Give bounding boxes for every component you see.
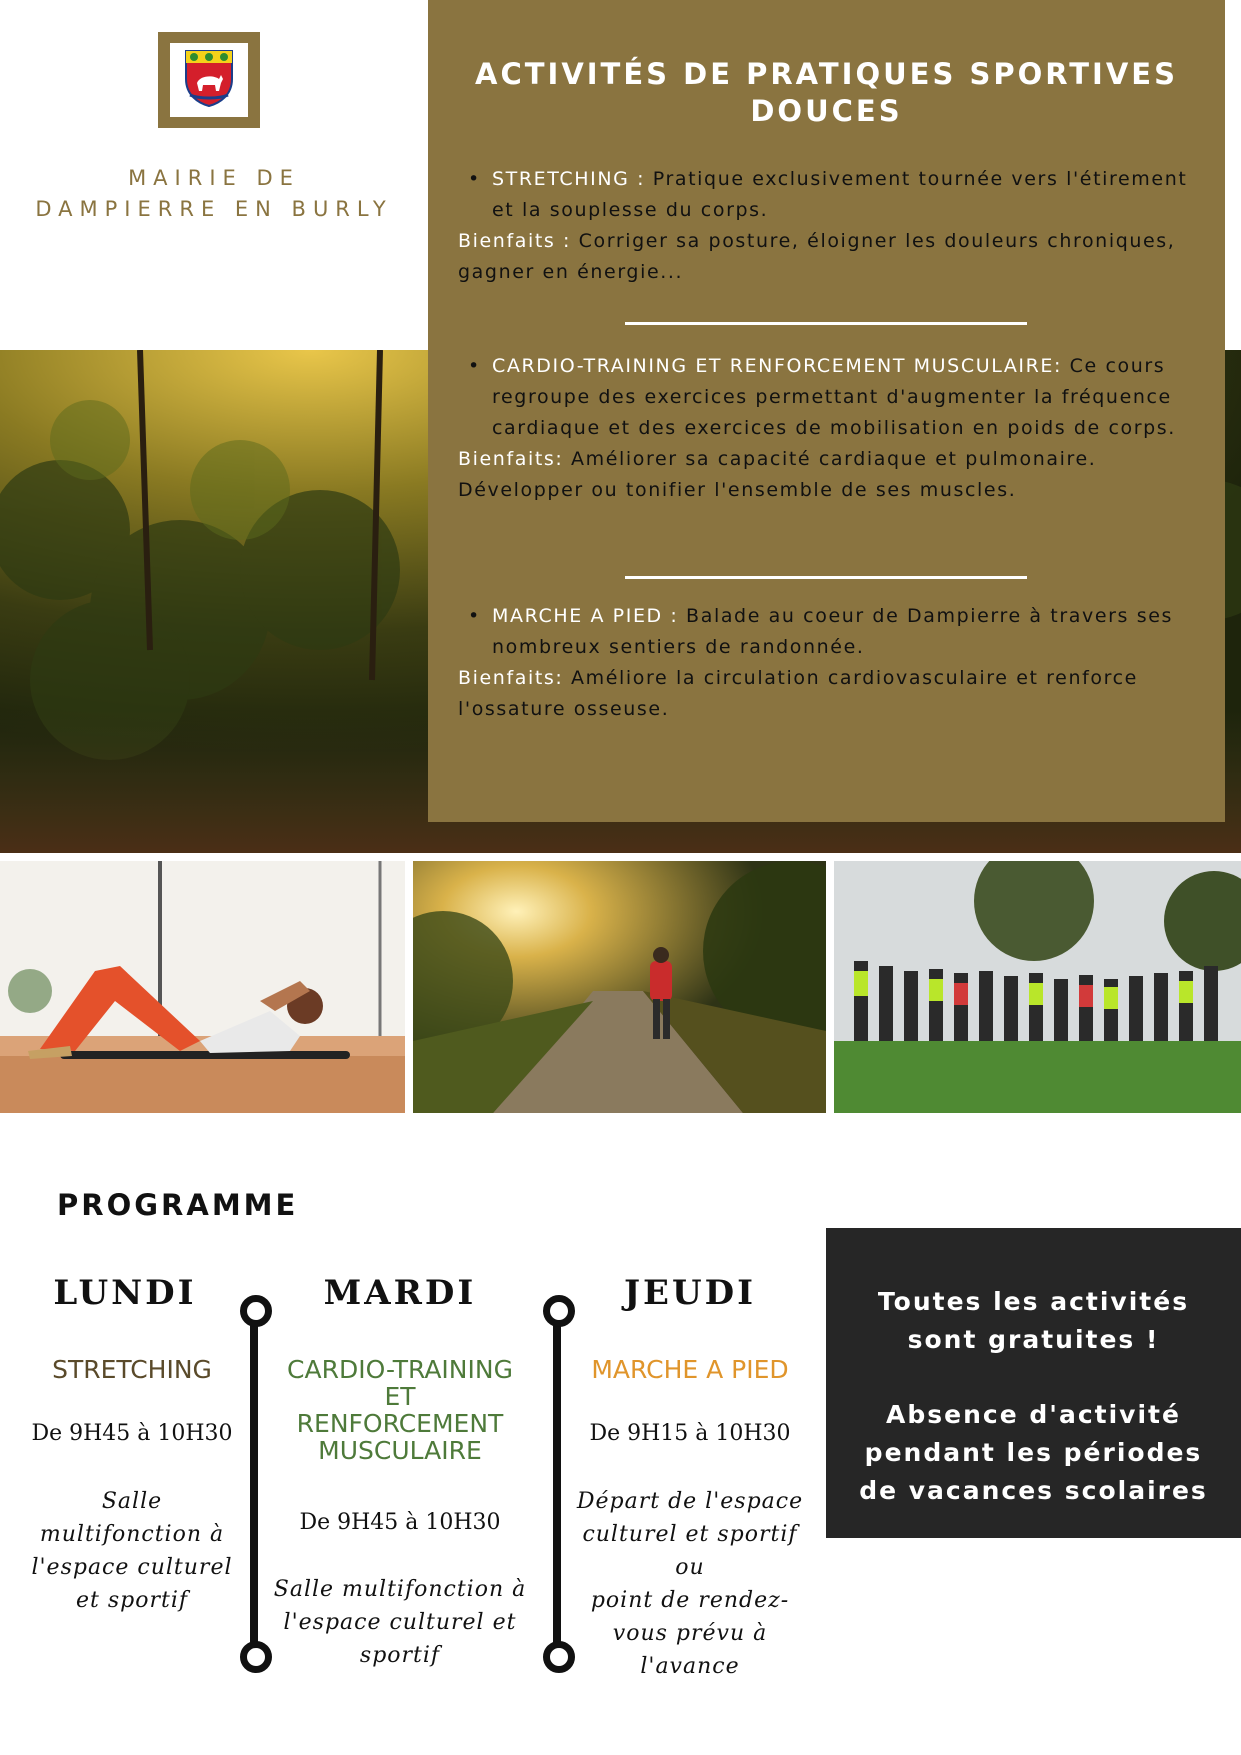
info-line: pendant les périodes [864,1438,1203,1467]
activity-cardio [270,1356,530,1464]
place-line: vous prévu à [612,1621,768,1646]
panel-title-line-1: ACTIVITÉS DE PRATIQUES SPORTIVES [475,57,1178,91]
info-line: sont gratuites ! [907,1325,1160,1354]
activity-line: CARDIO-TRAINING [287,1355,513,1384]
panel-title [428,56,1225,130]
place-line: multifonction à [39,1522,225,1547]
photo-walker [413,861,826,1113]
benefits-text: Corriger sa posture, éloigner les douleurs chroniques, gagner en énergie... [458,230,1176,283]
place-line: point de rendez- [590,1588,790,1613]
panel-title-line-2: DOUCES [750,94,903,128]
mairie-line-2: DAMPIERRE EN BURLY [35,197,393,221]
timeline-line [250,1304,258,1650]
activity-marche: MARCHE A PIED [591,1355,789,1384]
activity-stretching: STRETCHING [52,1355,212,1384]
info-line: Toutes les activités [877,1287,1190,1316]
place-line: sportif [359,1643,441,1668]
place-line: et sportif [75,1588,188,1613]
timeline-dot [543,1295,575,1327]
activity-name: CARDIO-TRAINING ET RENFORCEMENT MUSCULAIRE: [492,355,1063,377]
timeline-dot [240,1641,272,1673]
activity-line: MUSCULAIRE [318,1436,482,1465]
place-line: l'avance [640,1654,740,1679]
benefits-label: Bienfaits: [458,448,564,470]
place-line: l'espace culturel et [283,1610,517,1635]
info-line: de vacances scolaires [859,1476,1208,1505]
activity-line: RENFORCEMENT [296,1409,504,1438]
activity-name: MARCHE A PIED : [492,605,679,627]
place-jeudi [570,1485,810,1683]
coat-of-arms-icon [184,49,234,107]
activity-desc: Balade au coeur de Dampierre à travers ses nombreux sentiers de randonnée. [492,605,1173,658]
place-mardi [270,1573,530,1672]
info-holidays [826,1396,1241,1510]
activity-line: ET [384,1382,416,1411]
activities-panel [428,0,1225,822]
activity-desc: Ce cours regroupe des exercices permettant d'augmenter la fréquence cardiaque et des exercices de mobilisation en poids de corps. [492,355,1176,439]
activity-cardio [458,351,1198,506]
place-lundi [20,1485,244,1617]
day-mardi: MARDI [323,1273,477,1313]
day-jeudi: JEUDI [623,1273,757,1313]
activity-desc: Pratique exclusivement tournée vers l'étirement et la souplesse du corps. [492,168,1188,221]
info-box [826,1228,1241,1538]
timeline-line [553,1304,561,1650]
photo-group [834,861,1241,1113]
place-line: Salle [101,1489,163,1514]
time-mardi: De 9H45 à 10H30 [299,1510,501,1535]
info-line: Absence d'activité [886,1400,1181,1429]
time-jeudi: De 9H15 à 10H30 [589,1421,791,1446]
day-lundi: LUNDI [53,1273,197,1313]
benefits-text: Améliore la circulation cardiovasculaire et renforce l'ossature osseuse. [458,667,1138,720]
timeline-dot [240,1295,272,1327]
place-line: ou [675,1555,705,1580]
photo-situps [0,861,405,1113]
divider [625,322,1027,325]
programme-title: PROGRAMME [57,1188,299,1222]
town-crest [158,32,260,128]
place-line: culturel et sportif [582,1522,798,1547]
benefits-label: Bienfaits : [458,230,572,252]
activity-stretching [458,164,1198,288]
info-free [826,1283,1241,1359]
activity-marche [458,601,1198,725]
time-lundi: De 9H45 à 10H30 [31,1421,233,1446]
activity-name: STRETCHING : [492,168,646,190]
place-line: l'espace culturel [31,1555,233,1580]
benefits-text: Améliorer sa capacité cardiaque et pulmonaire. Développer ou tonifier l'ensemble de ses muscles. [458,448,1097,501]
place-line: Salle multifonction à [273,1577,527,1602]
place-line: Départ de l'espace [576,1489,804,1514]
mairie-name [0,163,428,225]
benefits-label: Bienfaits: [458,667,564,689]
divider [625,576,1027,579]
mairie-line-1: MAIRIE DE [128,166,300,190]
